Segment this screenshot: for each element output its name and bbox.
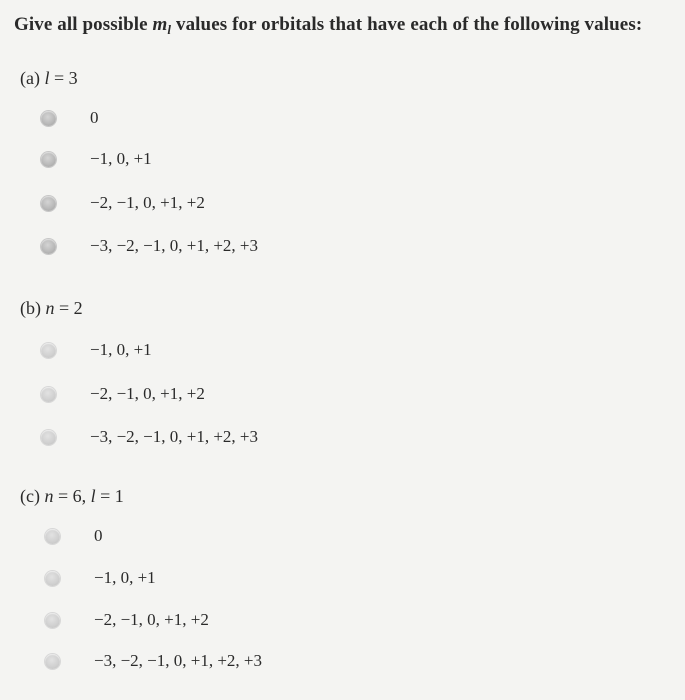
question-suffix: values for orbitals that have each of the following values: <box>171 14 643 35</box>
part-a-label <box>20 68 78 89</box>
question-prompt <box>14 14 642 36</box>
part-b-label <box>20 298 83 319</box>
option-text: −3, −2, −1, 0, +1, +2, +3 <box>90 236 259 255</box>
option-text: −2, −1, 0, +1, +2 <box>94 610 209 629</box>
option-text: −3, −2, −1, 0, +1, +2, +3 <box>90 427 259 446</box>
part-a-option-2[interactable] <box>41 146 152 172</box>
radio-button[interactable] <box>41 343 56 358</box>
radio-button[interactable] <box>45 613 60 628</box>
part-a-option-1[interactable] <box>41 105 99 131</box>
option-text: −2, −1, 0, +1, +2 <box>90 193 205 212</box>
option-text: 0 <box>94 526 103 545</box>
part-a-option-3[interactable] <box>41 190 205 216</box>
part-c-value-l: = 1 <box>95 486 124 506</box>
radio-button[interactable] <box>41 196 56 211</box>
part-c-option-3[interactable] <box>45 607 209 633</box>
option-text: −1, 0, +1 <box>94 568 156 587</box>
radio-button[interactable] <box>41 430 56 445</box>
radio-button[interactable] <box>45 654 60 669</box>
radio-button[interactable] <box>41 387 56 402</box>
option-text: −1, 0, +1 <box>90 340 152 359</box>
part-c-var-l: l <box>90 486 96 506</box>
part-b-option-3[interactable] <box>41 424 258 450</box>
option-text: −2, −1, 0, +1, +2 <box>90 384 205 403</box>
radio-button[interactable] <box>45 571 60 586</box>
part-a-option-4[interactable] <box>41 233 258 259</box>
part-a-var-l: l <box>44 68 50 88</box>
option-text: −1, 0, +1 <box>90 149 152 168</box>
part-c-label <box>20 486 124 507</box>
part-c-value-n: = 6, <box>53 486 91 506</box>
part-b-option-2[interactable] <box>41 381 205 407</box>
radio-button[interactable] <box>41 239 56 254</box>
part-c-option-2[interactable] <box>45 565 156 591</box>
radio-button[interactable] <box>45 529 60 544</box>
radio-button[interactable] <box>41 111 56 126</box>
part-c-tag: (c) <box>20 486 45 506</box>
part-a-tag: (a) <box>20 68 45 88</box>
part-c-var-n: n <box>44 486 54 506</box>
part-c-option-4[interactable] <box>45 648 262 674</box>
part-b-value: = 2 <box>54 298 83 318</box>
part-c-option-1[interactable] <box>45 523 103 549</box>
part-b-option-1[interactable] <box>41 337 152 363</box>
part-a-value: = 3 <box>49 68 78 88</box>
part-b-tag: (b) <box>20 298 46 318</box>
question-prefix: Give all possible <box>14 14 153 35</box>
part-b-var-n: n <box>45 298 55 318</box>
question-variable: m <box>152 14 168 35</box>
option-text: −3, −2, −1, 0, +1, +2, +3 <box>94 651 263 670</box>
question-subscript: l <box>167 22 172 37</box>
radio-button[interactable] <box>41 152 56 167</box>
option-text: 0 <box>90 108 99 127</box>
